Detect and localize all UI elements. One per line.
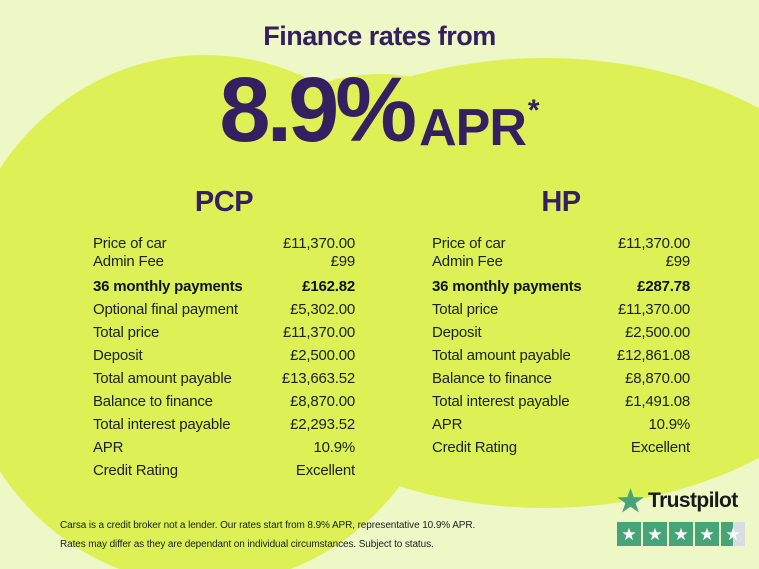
row-label: Optional final payment (93, 301, 238, 318)
row-value: £162.82 (302, 278, 355, 295)
table-row (432, 393, 690, 411)
table-row (93, 301, 355, 319)
row-label: Deposit (432, 324, 482, 341)
row-label: Balance to finance (93, 393, 213, 410)
star-icon: ★ (621, 524, 637, 544)
table-row (93, 393, 355, 411)
table-row (93, 278, 355, 296)
row-value: Excellent (295, 462, 355, 479)
star-icon: ★ (673, 524, 689, 544)
row-label: Balance to finance (432, 370, 552, 387)
table-row (93, 235, 355, 253)
row-value: Excellent (630, 439, 690, 456)
row-value: £1,491.08 (625, 393, 690, 410)
trustpilot-star-box (721, 522, 745, 546)
row-label: Total interest payable (432, 393, 570, 410)
row-label: Admin Fee (432, 253, 503, 270)
row-label: Credit Rating (93, 462, 178, 479)
row-label: Price of car (432, 235, 506, 252)
row-value: £11,370.00 (283, 235, 355, 252)
row-label: Total amount payable (432, 347, 571, 364)
headline-asterisk: * (527, 94, 540, 127)
row-value: £8,870.00 (625, 370, 690, 387)
row-label: Credit Rating (432, 439, 517, 456)
row-value: £2,500.00 (290, 347, 355, 364)
plan-hp (432, 186, 690, 457)
table-row (432, 278, 690, 296)
headline-apr-label: APR (419, 99, 526, 157)
row-value: £99 (665, 253, 690, 270)
plan-pcp (93, 186, 355, 480)
plan-pcp-rows (93, 235, 355, 480)
row-value: 10.9% (648, 416, 690, 433)
disclaimer-text (60, 517, 475, 554)
plan-hp-rows (432, 235, 690, 457)
headline-rate: 8.9% (219, 59, 414, 161)
row-label: 36 monthly payments (93, 278, 243, 295)
trustpilot-star-box (643, 522, 667, 546)
table-row (93, 347, 355, 365)
row-label: 36 monthly payments (432, 278, 582, 295)
table-row (432, 416, 690, 434)
row-value: £11,370.00 (283, 324, 355, 341)
plan-hp-title: HP (541, 186, 581, 218)
table-row (93, 370, 355, 388)
trustpilot-star-icon (617, 488, 644, 514)
star-icon: ★ (699, 524, 715, 544)
banner-subtitle: Finance rates from (263, 21, 496, 51)
trustpilot-logo-row (617, 488, 749, 514)
row-value: 10.9% (313, 439, 355, 456)
disclaimer-line-1: Carsa is a credit broker not a lender. Our rates start from 8.9% APR, representative 10.9% APR. (60, 520, 476, 531)
star-icon: ★ (725, 524, 741, 544)
table-row (432, 370, 690, 388)
table-row (93, 253, 355, 271)
row-label: Total interest payable (93, 416, 231, 433)
row-label: Price of car (93, 235, 167, 252)
row-value: £11,370.00 (618, 235, 690, 252)
row-label: APR (93, 439, 124, 456)
table-row (432, 253, 690, 271)
row-label: APR (432, 416, 463, 433)
table-row (432, 439, 690, 457)
row-label: Deposit (93, 347, 143, 364)
table-row (93, 462, 355, 480)
row-label: Total amount payable (93, 370, 232, 387)
trustpilot-star-box (617, 522, 641, 546)
row-value: £5,302.00 (290, 301, 355, 318)
row-value: £11,370.00 (618, 301, 690, 318)
row-label: Total price (93, 324, 160, 341)
row-value: £13,663.52 (281, 370, 355, 387)
row-value: £287.78 (637, 278, 690, 295)
row-value: £2,293.52 (290, 416, 355, 433)
table-row (432, 235, 690, 253)
trustpilot-wordmark: Trustpilot (648, 489, 738, 512)
trustpilot-badge (617, 488, 749, 546)
row-value: £12,861.08 (616, 347, 690, 364)
star-icon: ★ (647, 524, 663, 544)
row-label: Total price (432, 301, 499, 318)
table-row (93, 416, 355, 434)
disclaimer-line-2: Rates may differ as they are dependant on individual circumstances. Subject to status. (60, 538, 434, 550)
headline (0, 59, 759, 161)
trustpilot-star-box (695, 522, 719, 546)
row-value: £8,870.00 (290, 393, 355, 410)
trustpilot-rating-stars (617, 522, 749, 546)
plan-pcp-title: PCP (194, 186, 254, 218)
table-row (432, 324, 690, 342)
row-value: £99 (330, 253, 355, 270)
row-label: Admin Fee (93, 253, 164, 270)
table-row (432, 347, 690, 365)
table-row (432, 301, 690, 319)
trustpilot-star-box (669, 522, 693, 546)
table-row (93, 324, 355, 342)
table-row (93, 439, 355, 457)
row-value: £2,500.00 (625, 324, 690, 341)
